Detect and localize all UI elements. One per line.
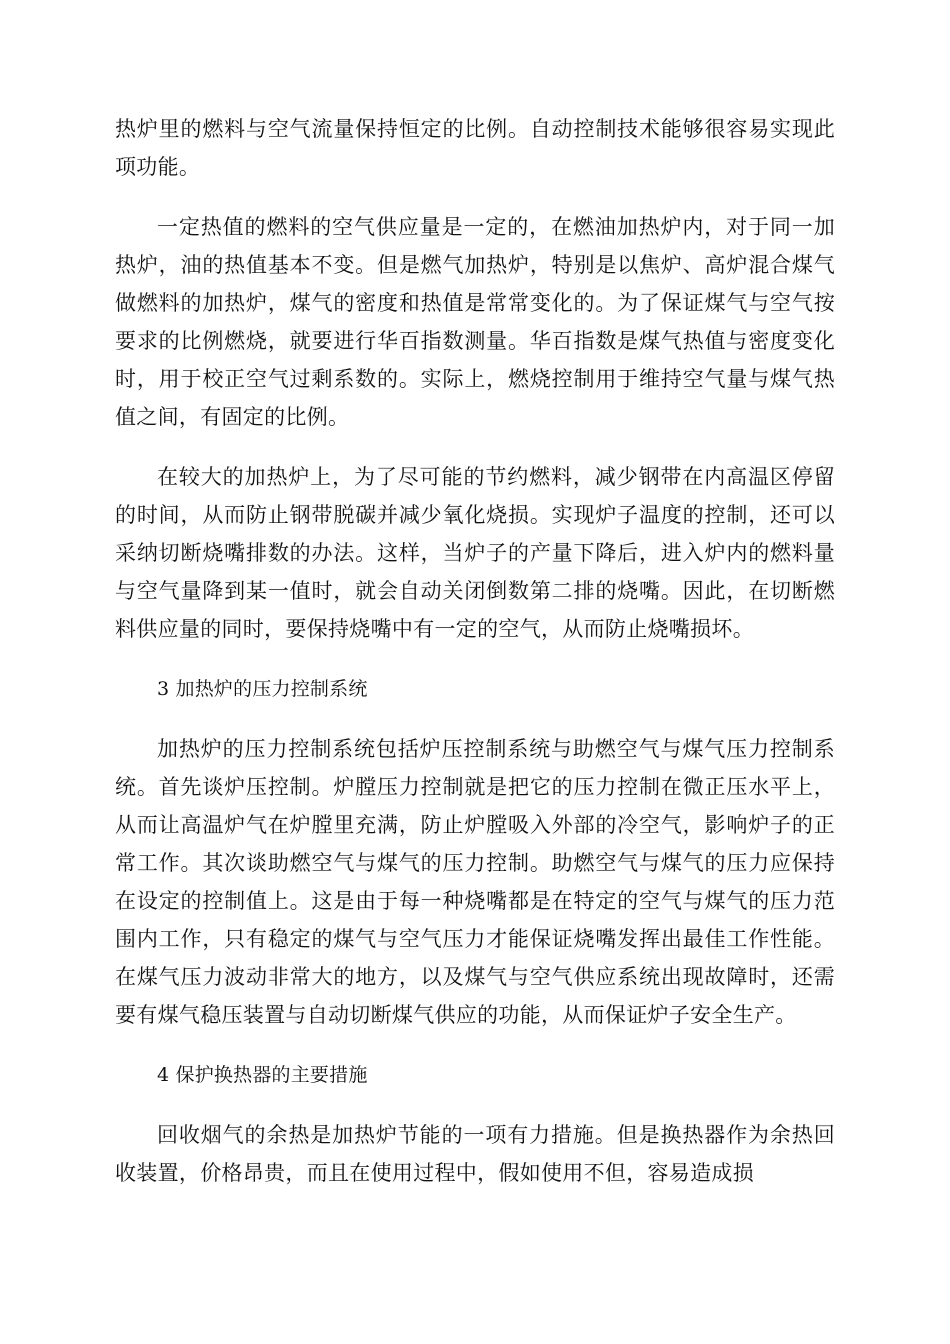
section-3-paragraph: 加热炉的压力控制系统包括炉压控制系统与助燃空气与煤气压力控制系统。首先谈炉压控制。炉膛压力控制就是把它的压力控制在微正压水平上，从而让高温炉气在炉膛里充满，防止炉膛吸入外部的冷空气，影响炉子的正常工作。其次谈助燃空气与煤气的压力控制。助燃空气与煤气的压力应保持在设定的控制值上。这是由于每一种烧嘴都是在特定的空气与煤气的压力范围内工作，只有稳定的煤气与空气压力才能保证烧嘴发挥出最佳工作性能。在煤气压力波动非常大的地方，以及煤气与空气供应系统出现故障时，还需要有煤气稳压装置与自动切断煤气供应的功能，从而保证炉子安全生产。 [115,737,835,1027]
paragraph-burner-cutoff: 在较大的加热炉上，为了尽可能的节约燃料，减少钢带在内高温区停留的时间，从而防止钢带脱碳并减少氧化烧损。实现炉子温度的控制，还可以采纳切断烧嘴排数的办法。这样，当炉子的产量下降后，进入炉内的燃料量与空气量降到某一值时，就会自动关闭倒数第二排的烧嘴。因此，在切断燃料供应量的同时，要保持烧嘴中有一定的空气，从而防止烧嘴损坏。 [115,465,835,641]
document-body [115,110,835,1214]
paragraph-combustion-air-ratio: 一定热值的燃料的空气供应量是一定的，在燃油加热炉内，对于同一加热炉，油的热值基本不变。但是燃气加热炉，特别是以焦炉、高炉混合煤气做燃料的加热炉，煤气的密度和热值是常常变化的。为了保证煤气与空气按要求的比例燃烧，就要进行华百指数测量。华百指数是煤气热值与密度变化时，用于校正空气过剩系数的。实际上，燃烧控制用于维持空气量与煤气热值之间，有固定的比例。 [115,215,835,429]
section-3-heading: 3 加热炉的压力控制系统 [157,678,368,700]
section-4-paragraph: 回收烟气的余热是加热炉节能的一项有力措施。但是换热器作为余热回收装置，价格昂贵，而且在使用过程中，假如使用不但，容易造成损 [115,1123,835,1185]
section-4-heading: 4 保护换热器的主要措施 [157,1064,368,1086]
paragraph-continuation: 热炉里的燃料与空气流量保持恒定的比例。自动控制技术能够很容易实现此项功能。 [115,117,835,179]
